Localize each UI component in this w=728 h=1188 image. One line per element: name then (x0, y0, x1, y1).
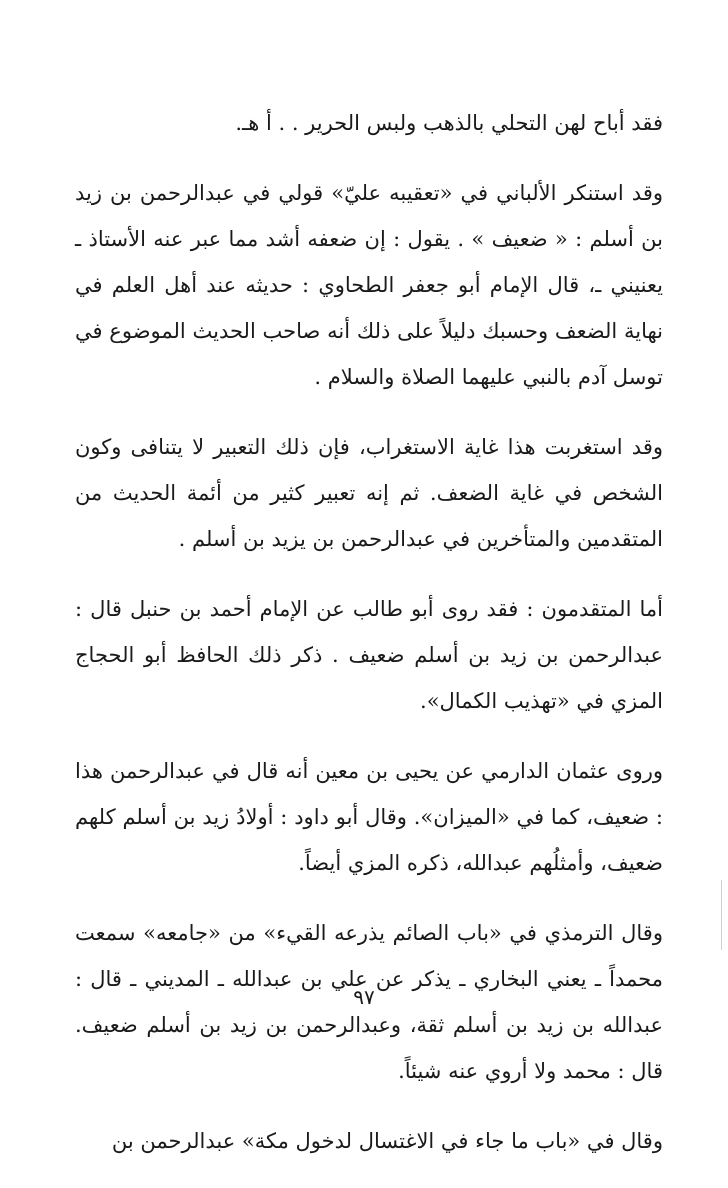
page-body-text (75, 100, 663, 1188)
page-number: ٩٧ (353, 985, 375, 1009)
paragraph-5: وروى عثمان الدارمي عن يحيى بن معين أنه قال في عبدالرحمن هذا : ضعيف، كما في «الميزان». وقال أبو داود : أولادُ زيد بن أسلم كلهم ضعيف، وأمثلُهم عبدالله، ذكره المزي أيضاً. (75, 759, 663, 875)
scan-edge-mark (721, 880, 722, 950)
paragraph-6: وقال الترمذي في «باب الصائم يذرعه القيء» من «جامعه» سمعت محمداً ـ يعني البخاري ـ يذكر عن علي بن عبدالله ـ المديني ـ قال : عبدالله بن زيد بن أسلم ثقة، وعبدالرحمن بن زيد بن أسلم ضعيف. قال : محمد ولا أروي عنه شيئاً. (75, 921, 663, 1083)
paragraph-7: وقال في «باب ما جاء في الاغتسال لدخول مكة» عبدالرحمن بن (111, 1129, 663, 1153)
paragraph-3: وقد استغربت هذا غاية الاستغراب، فإن ذلك التعبير لا يتنافى وكون الشخص في غاية الضعف. ثم إنه تعبير كثير من أئمة الحديث من المتقدمين والمتأخرين في عبدالرحمن بن يزيد بن أسلم . (75, 435, 663, 551)
paragraph-1: فقد أباح لهن التحلي بالذهب ولبس الحرير . . أ هـ. (235, 111, 663, 135)
paragraph-2: وقد استنكر الألباني في «تعقيبه عليّ» قولي في عبدالرحمن بن زيد بن أسلم : « ضعيف » . يقول : إن ضعفه أشد مما عبر عنه الأستاذ ـ يعنيني ـ، قال الإمام أبو جعفر الطحاوي : حديثه عند أهل العلم في نهاية الضعف وحسبك دليلاً على ذلك أنه صاحب الحديث الموضوع في توسل آدم بالنبي عليهما الصلاة والسلام . (75, 181, 663, 389)
paragraph-4: أما المتقدمون : فقد روى أبو طالب عن الإمام أحمد بن حنبل قال : عبدالرحمن بن زيد بن أسلم ضعيف . ذكر ذلك الحافظ أبو الحجاج المزي في «تهذيب الكمال». (75, 597, 663, 713)
